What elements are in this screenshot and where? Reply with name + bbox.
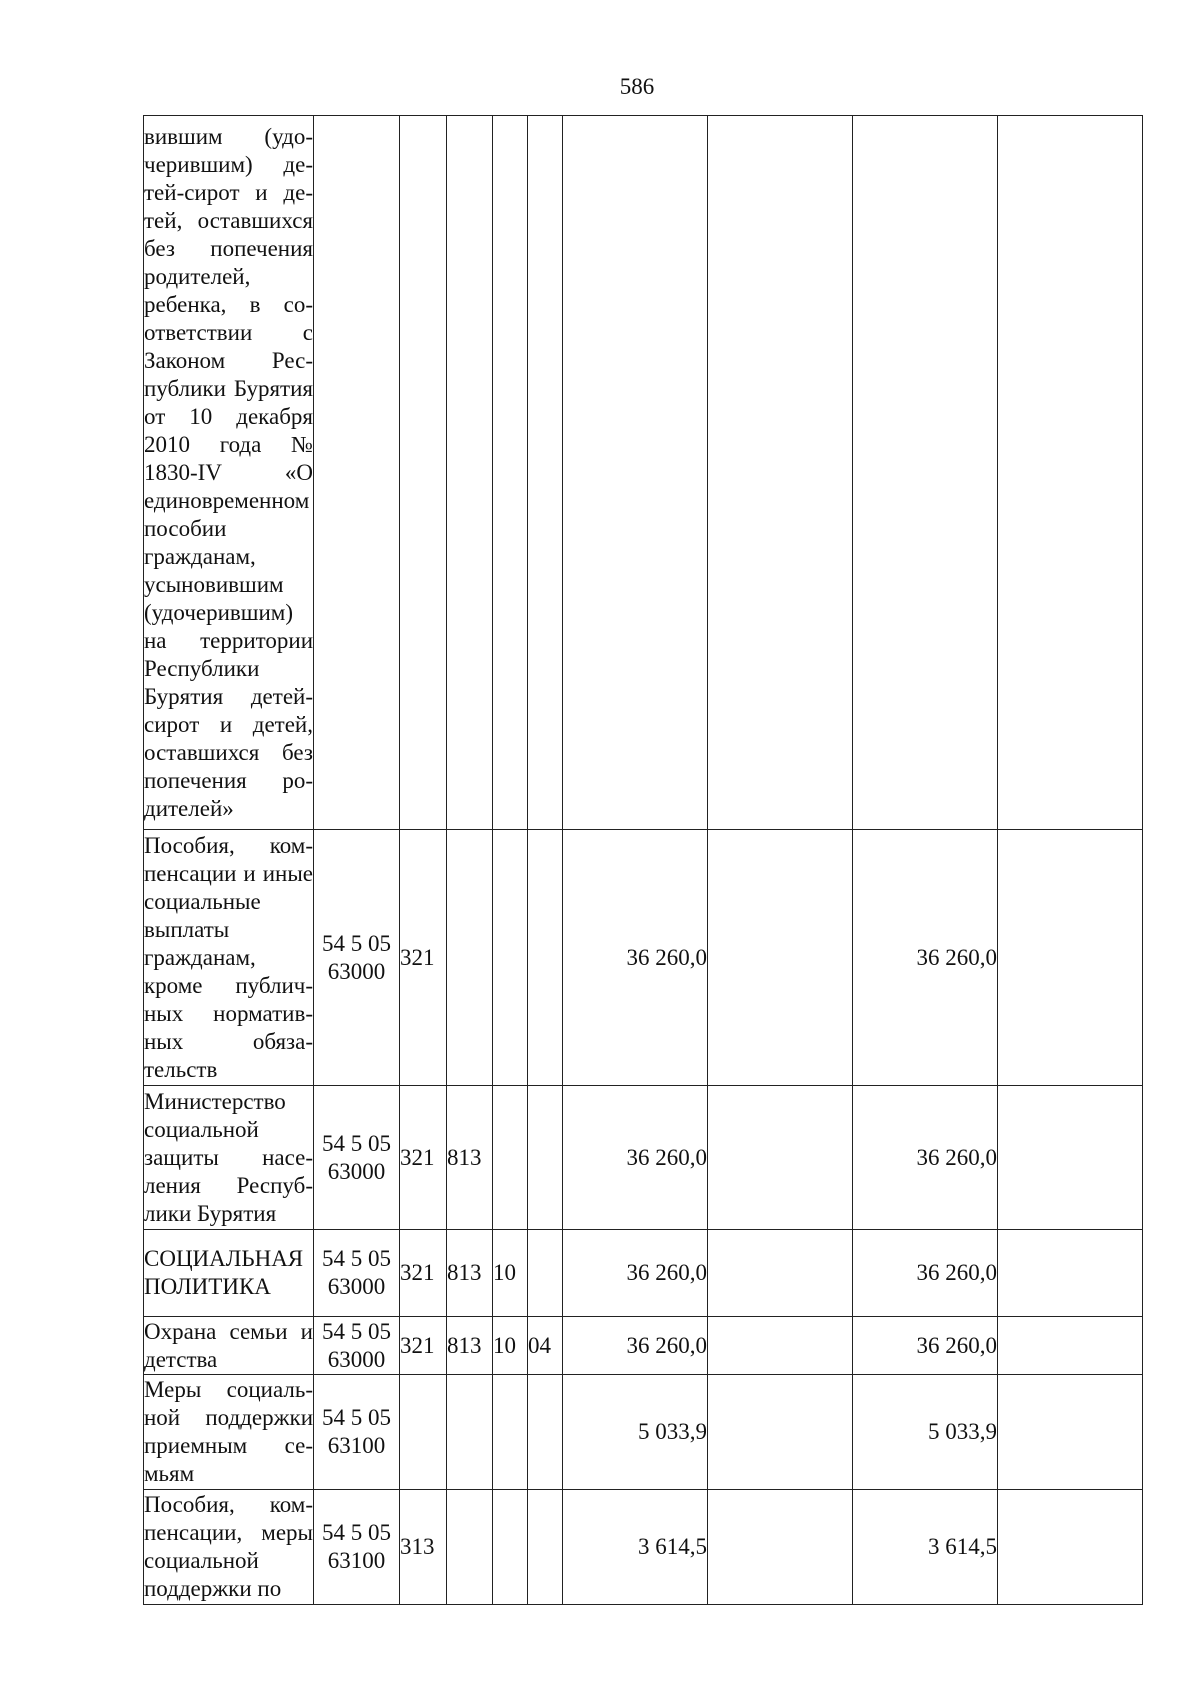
amount-cell: 5 033,9: [563, 1375, 708, 1490]
amount-cell: [708, 830, 853, 1086]
row-name-cell: вившим (удочерившим) детей-сирот и детей, оставшихся без попечения родителей, ребенка, в соответствии с Законом Республики Бурятия от 10 декабря 2010 года № 1830-IV «О единовременном пособии гражданам, усыновившим (удочерившим) на территории Республики Бурятия детей-сирот и детей, оставшихся без попечения родителей»: [144, 116, 314, 830]
ministry-code-cell: 813: [447, 1230, 493, 1317]
amount-cell: [708, 1375, 853, 1490]
row-name-cell: Министерство социальной защиты населения Республики Бурятия: [144, 1086, 314, 1230]
target-item-code-cell: 54 5 05 63100: [314, 1490, 400, 1605]
section-code-cell: [493, 116, 528, 830]
ministry-code-cell: 813: [447, 1086, 493, 1230]
subsection-code-cell: [528, 1086, 563, 1230]
amount-cell: [708, 1086, 853, 1230]
ministry-code-cell: [447, 1490, 493, 1605]
subsection-code-cell: [528, 830, 563, 1086]
amount-cell: 36 260,0: [563, 1086, 708, 1230]
amount-cell: 3 614,5: [853, 1490, 998, 1605]
subsection-code-cell: [528, 1375, 563, 1490]
ministry-code-cell: [447, 116, 493, 830]
amount-cell: [708, 116, 853, 830]
amount-cell: [998, 830, 1143, 1086]
ministry-code-cell: [447, 1375, 493, 1490]
ministry-code-cell: [447, 830, 493, 1086]
amount-cell: [998, 1317, 1143, 1375]
expense-type-cell: 321: [400, 830, 447, 1086]
budget-table: [143, 115, 1143, 1605]
amount-cell: 5 033,9: [853, 1375, 998, 1490]
target-item-code-cell: 54 5 05 63000: [314, 1317, 400, 1375]
section-code-cell: [493, 830, 528, 1086]
amount-cell: 36 260,0: [853, 1086, 998, 1230]
table-row: [144, 1230, 1143, 1317]
amount-cell: 3 614,5: [563, 1490, 708, 1605]
ministry-code-cell: 813: [447, 1317, 493, 1375]
expense-type-cell: 321: [400, 1086, 447, 1230]
amount-cell: 36 260,0: [853, 1230, 998, 1317]
row-name-cell: Меры социальной поддержки приемным семьям: [144, 1375, 314, 1490]
subsection-code-cell: [528, 1230, 563, 1317]
target-item-code-cell: 54 5 05 63000: [314, 1230, 400, 1317]
table-row: [144, 1375, 1143, 1490]
row-name-cell: Пособия, компенсации, меры социальной поддержки по: [144, 1490, 314, 1605]
subsection-code-cell: [528, 1490, 563, 1605]
amount-cell: [708, 1317, 853, 1375]
expense-type-cell: 321: [400, 1230, 447, 1317]
amount-cell: 36 260,0: [563, 1230, 708, 1317]
table-row: [144, 830, 1143, 1086]
amount-cell: 36 260,0: [563, 1317, 708, 1375]
section-code-cell: 10: [493, 1230, 528, 1317]
amount-cell: 36 260,0: [853, 830, 998, 1086]
target-item-code-cell: 54 5 05 63000: [314, 1086, 400, 1230]
section-code-cell: [493, 1086, 528, 1230]
page-number: 586: [619, 74, 655, 99]
expense-type-cell: [400, 1375, 447, 1490]
target-item-code-cell: 54 5 05 63000: [314, 830, 400, 1086]
expense-type-cell: 321: [400, 1317, 447, 1375]
amount-cell: [998, 116, 1143, 830]
subsection-code-cell: 04: [528, 1317, 563, 1375]
table-row: [144, 1490, 1143, 1605]
target-item-code-cell: [314, 116, 400, 830]
amount-cell: [998, 1490, 1143, 1605]
amount-cell: [708, 1490, 853, 1605]
table-row: [144, 1317, 1143, 1375]
section-code-cell: [493, 1490, 528, 1605]
amount-cell: 36 260,0: [853, 1317, 998, 1375]
amount-cell: [708, 1230, 853, 1317]
row-name-cell: Пособия, компенсации и иные социальные выплаты гражданам, кроме публичных нормативных обязательств: [144, 830, 314, 1086]
section-code-cell: 10: [493, 1317, 528, 1375]
amount-cell: [853, 116, 998, 830]
row-name-cell: СОЦИАЛЬНАЯ ПОЛИТИКА: [144, 1230, 314, 1317]
expense-type-cell: [400, 116, 447, 830]
amount-cell: [998, 1375, 1143, 1490]
amount-cell: 36 260,0: [563, 830, 708, 1086]
section-code-cell: [493, 1375, 528, 1490]
table-row: [144, 116, 1143, 830]
table-row: [144, 1086, 1143, 1230]
subsection-code-cell: [528, 116, 563, 830]
amount-cell: [563, 116, 708, 830]
row-name-cell: Охрана семьи и детства: [144, 1317, 314, 1375]
target-item-code-cell: 54 5 05 63100: [314, 1375, 400, 1490]
amount-cell: [998, 1230, 1143, 1317]
amount-cell: [998, 1086, 1143, 1230]
expense-type-cell: 313: [400, 1490, 447, 1605]
